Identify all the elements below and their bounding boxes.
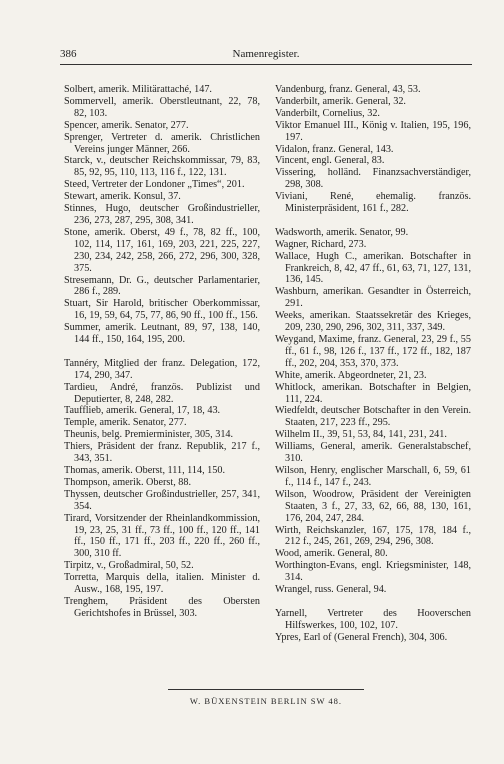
- index-entry: Tardieu, André, französ. Publizist und Deputierter, 8, 248, 282.: [64, 381, 260, 405]
- index-entry: Wilson, Woodrow, Präsident der Vereinigten Staaten, 3 f., 27, 33, 62, 66, 88, 130, 161, 176, 204, 247, 284.: [275, 488, 471, 524]
- index-entry: Thyssen, deutscher Großindustrieller, 257, 341, 354.: [64, 488, 260, 512]
- index-entry: Thiers, Präsident der franz. Republik, 217 f., 343, 351.: [64, 441, 260, 465]
- left-column: [64, 84, 260, 620]
- index-entry: Thompson, amerik. Oberst, 88.: [64, 476, 192, 488]
- index-entry: Stone, amerik. Oberst, 49 f., 78, 82 ff., 100, 102, 114, 117, 161, 169, 203, 221, 225, 227, 230, 234, 242, 258, 266, 272, 296, 300, 328, 375.: [64, 226, 260, 274]
- header-rule: [60, 64, 472, 65]
- page-number: 386: [60, 48, 77, 60]
- running-title: Namenregister.: [232, 48, 300, 60]
- index-entry: Vanderbilt, Cornelius, 32.: [275, 107, 380, 119]
- index-entry: Wirth, Reichskanzler, 167, 175, 178, 184 f., 212 f., 245, 261, 269, 294, 296, 308.: [275, 524, 471, 548]
- index-entry: Wiedfeldt, deutscher Botschafter in den Verein. Staaten, 217, 223 ff., 295.: [275, 405, 471, 429]
- index-entry: Vanderbilt, amerik. General, 32.: [275, 95, 406, 107]
- index-entry: Stinnes, Hugo, deutscher Großindustrieller, 236, 273, 287, 295, 308, 341.: [64, 203, 260, 226]
- index-entry: Viviani, René, ehemalig. französ. Ministerpräsident, 161 f., 282.: [275, 191, 471, 215]
- index-entry: White, amerik. Abgeordneter, 21, 23.: [275, 369, 427, 381]
- index-entry: Wilson, Henry, englischer Marschall, 6, 59, 61 f., 114 f., 147 f., 243.: [275, 464, 471, 488]
- index-entry: Stuart, Sir Harold, britischer Oberkommissar, 16, 19, 59, 64, 75, 77, 86, 90 ff., 100 ff., 156.: [64, 298, 260, 322]
- page-header: [60, 48, 472, 62]
- section-gap: [64, 346, 260, 358]
- index-entry: Tauffliеb, amerik. General, 17, 18, 43.: [64, 405, 221, 417]
- index-entry: Steed, Vertreter der Londoner „Times“, 201.: [64, 179, 245, 191]
- index-entry: Vissering, holländ. Finanzsachverständiger, 298, 308.: [275, 167, 471, 191]
- index-entry: Vandenburg, franz. General, 43, 53.: [275, 84, 421, 95]
- index-entry: Stresemann, Dr. G., deutscher Parlamentarier, 286 f., 289.: [64, 274, 260, 298]
- footer-rule: [168, 689, 364, 690]
- right-column: [275, 84, 471, 644]
- index-entry: Tirpitz, v., Großadmiral, 50, 52.: [64, 560, 194, 572]
- index-entry: Wallace, Hugh C., amerikan. Botschafter in Frankreich, 8, 42, 47 ff., 61, 63, 71, 127, 131, 136, 145.: [275, 250, 471, 286]
- index-entry: Weeks, amerikan. Staatssekretär des Krieges, 209, 230, 290, 296, 302, 311, 337, 349.: [275, 310, 471, 334]
- index-entry: Yarnell, Vertreter des Hooverschen Hilfswerkes, 100, 102, 107.: [275, 607, 471, 631]
- index-entry: Spencer, amerik. Senator, 277.: [64, 119, 189, 131]
- page-footer: [60, 689, 472, 706]
- index-entry: Tirard, Vorsitzender der Rheinlandkommission, 19, 23, 25, 31 ff., 73 ff., 100 ff., 120 ff., 141 ff., 150 ff., 171 ff., 203 ff., 220 ff., 260 ff., 300, 310 ff.: [64, 512, 260, 560]
- index-entry: Sprenger, Vertreter d. amerik. Christlichen Vereins junger Männer, 266.: [64, 131, 260, 155]
- index-entry: Temple, amerik. Senator, 277.: [64, 417, 187, 429]
- index-entry: Sommervell, amerik. Oberstleutnant, 22, 78, 82, 103.: [64, 95, 260, 119]
- index-entry: Vidalon, franz. General, 143.: [275, 143, 394, 155]
- index-entry: Thomas, amerik. Oberst, 111, 114, 150.: [64, 464, 225, 476]
- index-entry: Worthington-Evans, engl. Kriegsminister, 148, 314.: [275, 560, 471, 584]
- index-entry: Starck, v., deutscher Reichskommissar, 79, 83, 85, 92, 95, 110, 113, 116 f., 122, 131.: [64, 155, 260, 179]
- index-entry: Trenghem, Präsident des Obersten Gerichtshofes in Brüssel, 303.: [64, 595, 260, 619]
- index-entry: Vincent, engl. General, 83.: [275, 155, 385, 167]
- index-entry: Wilhelm II., 39, 51, 53, 84, 141, 231, 241.: [275, 429, 447, 441]
- index-entry: Theunis, belg. Premierminister, 305, 314.: [64, 429, 234, 441]
- index-entry: Wood, amerik. General, 80.: [275, 548, 388, 560]
- index-entry: Williams, General, amerik. Generalstabschef, 310.: [275, 441, 471, 465]
- index-entry: Weygand, Maxime, franz. General, 23, 29 f., 55 ff., 61 f., 98, 126 f., 137 ff., 172 ff., 182, 187 ff., 202, 204, 353, 370, 373.: [275, 334, 471, 369]
- index-entry: Wadsworth, amerik. Senator, 99.: [275, 226, 409, 238]
- index-entry: Torretta, Marquis della, italien. Minister d. Ausw., 168, 195, 197.: [64, 572, 260, 596]
- index-entry: Solbert, amerik. Militärattaché, 147.: [64, 84, 212, 95]
- index-entry: Washburn, amerikan. Gesandter in Österreich, 291.: [275, 286, 471, 310]
- printer-imprint: W. BÜXENSTEIN BERLIN SW 48.: [189, 696, 343, 706]
- index-entry: Summer, amerik. Leutnant, 89, 97, 138, 140, 144 ff., 150, 164, 195, 200.: [64, 322, 260, 346]
- index-entry: Wrangel, russ. General, 94.: [275, 584, 387, 596]
- index-entry: Viktor Emanuel III., König v. Italien, 195, 196, 197.: [275, 119, 471, 143]
- index-entry: Ypres, Earl of (General French), 304, 306.: [275, 631, 448, 643]
- section-gap: [275, 215, 471, 227]
- index-entry: Whitlock, amerikan. Botschafter in Belgien, 111, 224.: [275, 381, 471, 405]
- index-entry: Wagner, Richard, 273.: [275, 238, 367, 250]
- index-entry: Tannéry, Mitglied der franz. Delegation, 172, 174, 290, 347.: [64, 357, 260, 381]
- section-gap: [275, 596, 471, 608]
- index-entry: Stewart, amerik. Konsul, 37.: [64, 191, 181, 203]
